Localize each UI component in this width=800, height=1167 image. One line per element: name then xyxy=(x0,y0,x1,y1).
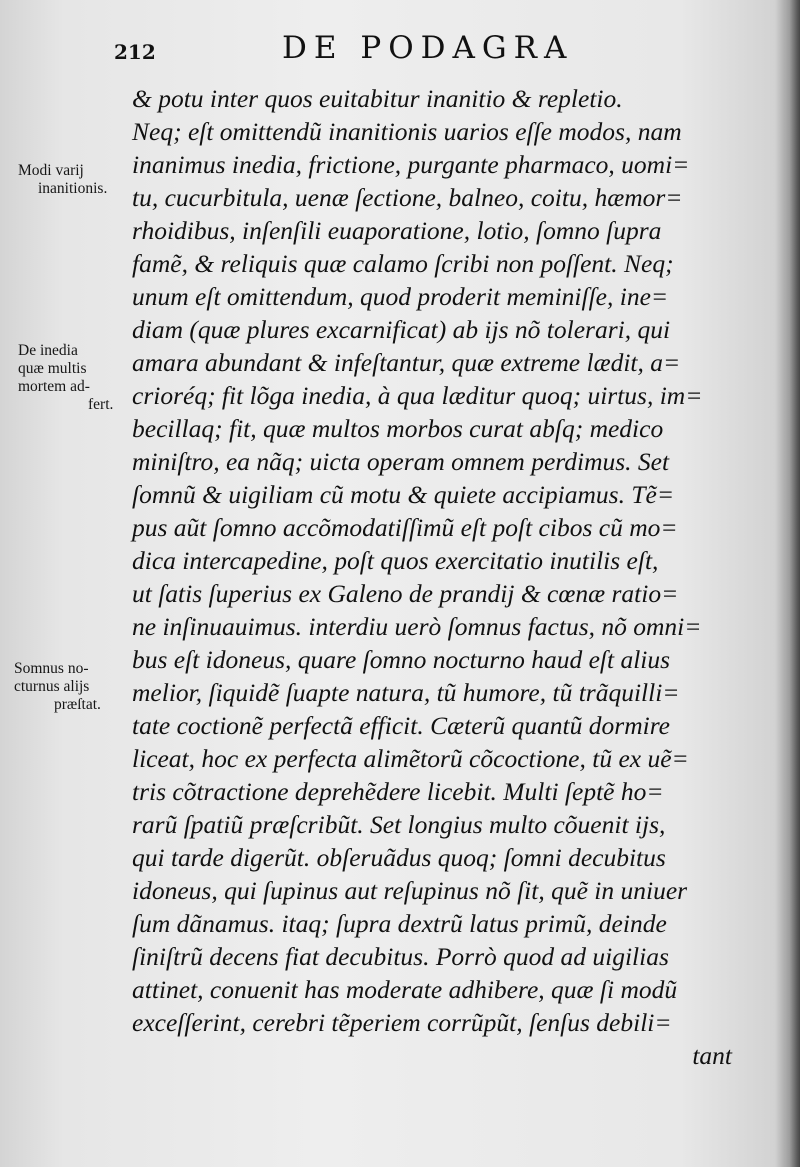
text-line: inanimus inedia, frictione, purgante pharmaco, uomi= xyxy=(132,150,690,179)
text-line: crioréq; fit lõga inedia, à qua læditur quoq; uirtus, im= xyxy=(132,381,703,410)
margin-note-somnus-nocturnus xyxy=(14,660,132,714)
page-number: 212 xyxy=(114,40,156,64)
text-line: exceſſerint, cerebri tẽperiem corrũpũt, ſenſus debili= xyxy=(132,1008,672,1037)
text-line: ſum dãnamus. itaq; ſupra dextrũ latus primũ, deinde xyxy=(132,909,667,938)
text-line: liceat, hoc ex perfecta alimẽtorũ cõcoctione, tũ ex uẽ= xyxy=(132,744,689,773)
text-line: tris cõtractione deprehẽdere licebit. Multi ſeptẽ ho= xyxy=(132,777,664,806)
text-line: becillaq; fit, quæ multos morbos curat abſq; medico xyxy=(132,414,664,443)
text-line: famẽ, & reliquis quæ calamo ſcribi non poſſent. Neq; xyxy=(132,249,674,278)
text-line: & potu inter quos euitabitur inanitio & repletio. xyxy=(132,84,623,113)
text-line: dica intercapedine, poſt quos exercitatio inutilis eſt, xyxy=(132,546,659,575)
text-line: rhoidibus, inſenſili euaporatione, lotio, ſomno ſupra xyxy=(132,216,662,245)
running-head: DE PODAGRA xyxy=(282,30,574,66)
margin-note-line: cturnus alijs xyxy=(14,678,90,695)
text-line: qui tarde digerũt. obſeruãdus quoq; ſomni decubitus xyxy=(132,843,666,872)
text-line: ut ſatis ſuperius ex Galeno de prandij & cœnæ ratio= xyxy=(132,579,679,608)
text-line: attinet, conuenit has moderate adhibere, quæ ſi modũ xyxy=(132,975,678,1004)
text-line: diam (quæ plures excarnificat) ab ijs nõ tolerari, qui xyxy=(132,315,671,344)
margin-note-line: mortem ad- xyxy=(18,378,90,395)
text-line: melior, ſiquidẽ ſuapte natura, tũ humore, tũ trãquilli= xyxy=(132,678,680,707)
text-line: ne inſinuauimus. interdiu uerò ſomnus factus, nõ omni= xyxy=(132,612,702,641)
margin-note-line: fert. xyxy=(88,396,114,413)
text-line: ſiniſtrũ decens fiat decubitus. Porrò quod ad uigilias xyxy=(132,942,669,971)
text-line: idoneus, qui ſupinus aut reſupinus nõ ſit, quẽ in uniuer xyxy=(132,876,688,905)
text-line: rarũ ſpatiũ præſcribũt. Set longius multo cõuenit ijs, xyxy=(132,810,666,839)
page-gutter-shadow xyxy=(774,0,800,1167)
text-line: miniſtro, ea nãq; uicta operam omnem perdimus. Set xyxy=(132,447,670,476)
text-line: amara abundant & infeſtantur, quæ extreme lædit, a= xyxy=(132,348,681,377)
margin-note-de-inedia xyxy=(18,342,136,414)
margin-note-line: Modi varij xyxy=(18,162,84,179)
margin-note-line: præſtat. xyxy=(54,696,101,713)
main-text-block xyxy=(132,82,732,1072)
text-line: bus eſt idoneus, quare ſomno nocturno haud eſt alius xyxy=(132,645,671,674)
text-line: Neq; eſt omittendũ inanitionis uarios eſſe modos, nam xyxy=(132,117,682,146)
text-line: tate coctionẽ perfectã efficit. Cæterũ quantũ dormire xyxy=(132,711,670,740)
margin-note-line: De inedia xyxy=(18,342,78,359)
text-line: pus aũt ſomno accõmodatiſſimũ eſt poſt cibos cũ mo= xyxy=(132,513,678,542)
margin-note-line: Somnus no- xyxy=(14,660,89,677)
margin-note-modi-varij xyxy=(18,162,136,198)
page-header xyxy=(0,30,800,70)
text-line: tu, cucurbitula, uenæ ſectione, balneo, coitu, hæmor= xyxy=(132,183,683,212)
margin-note-line: quæ multis xyxy=(18,360,87,377)
text-line: ſomnũ & uigiliam cũ motu & quiete accipiamus. Tẽ= xyxy=(132,480,675,509)
text-line: tant xyxy=(692,1041,732,1070)
text-line: unum eſt omittendum, quod proderit meminiſſe, ine= xyxy=(132,282,669,311)
margin-note-line: inanitionis. xyxy=(38,180,108,197)
